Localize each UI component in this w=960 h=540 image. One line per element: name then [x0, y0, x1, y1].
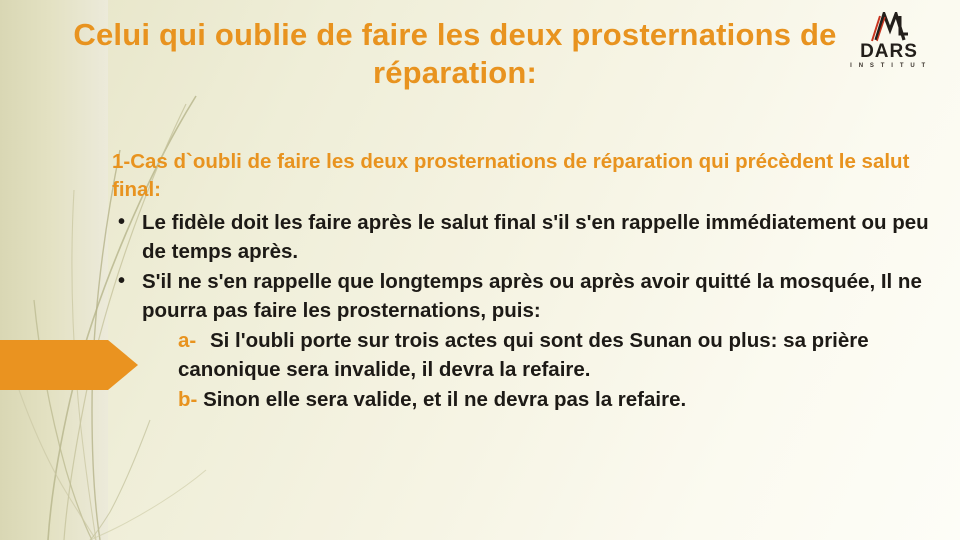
sub-list-item	[178, 385, 942, 414]
sub-list-item-text: Si l'oubli porte sur trois actes qui sont des Sunan ou plus: sa prière canonique sera invalide, il devra la refaire.	[178, 329, 869, 381]
logo-name: DARS	[860, 41, 918, 62]
sub-list-item	[178, 326, 942, 384]
list-item-text: S'il ne s'en rappelle que longtemps après ou après avoir quitté la mosquée, Il ne pourra pas faire les prosternations, puis:	[142, 270, 922, 322]
sub-list-item-label: a-	[178, 329, 197, 352]
page-title: Celui qui oublie de faire les deux prosternations de réparation:	[73, 17, 837, 90]
bullet-marker: •	[118, 211, 126, 233]
bullet-marker: •	[118, 270, 126, 292]
logo-mark-icon	[846, 12, 932, 42]
sub-list-item-label: b-	[178, 388, 198, 411]
list-item	[112, 208, 942, 266]
sub-list-item-text: Sinon elle sera valide, et il ne devra pas la refaire.	[203, 388, 687, 411]
list-item	[112, 267, 942, 414]
logo	[846, 12, 932, 78]
section-heading: 1-Cas d`oubli de faire les deux prosternations de réparation qui précèdent le salut final:	[112, 150, 910, 201]
bullet-list	[112, 208, 942, 414]
slide-body	[112, 148, 942, 415]
logo-subtitle: I N S T I T U T	[850, 63, 928, 69]
list-item-text: Le fidèle doit les faire après le salut final s'il s'en rappelle immédiatement ou peu de temps après.	[142, 211, 929, 263]
sub-bullet-list	[142, 326, 942, 414]
